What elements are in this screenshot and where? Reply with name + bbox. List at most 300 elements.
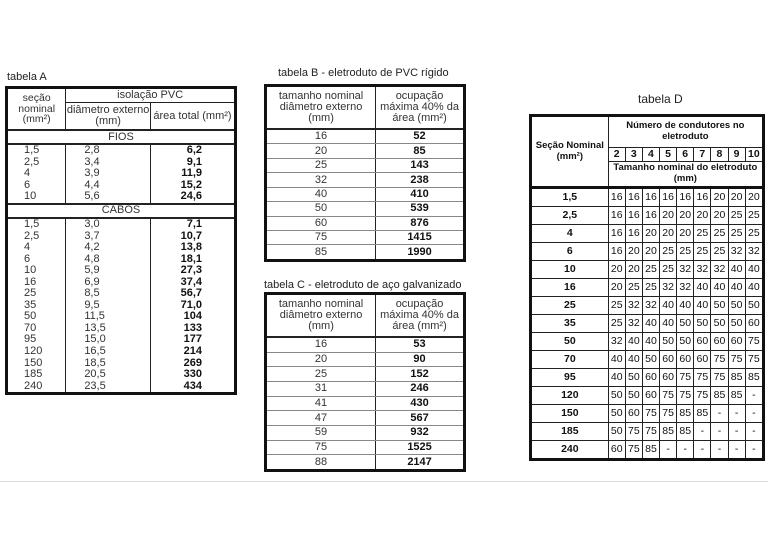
table-cell: 32 [642,297,659,315]
table-cell: - [711,441,728,460]
table-cell: - [728,423,745,441]
table-cell: 3,9 [66,168,151,180]
table-d-section-cell: 70 [531,351,609,369]
table-cell: 430 [376,396,465,411]
table-row [266,337,465,352]
table-cell: 20 [608,279,625,297]
table-cell: 75 [711,369,728,387]
table-cell: 53 [376,337,465,352]
table-cell: 20 [711,188,728,207]
table-cell: 20 [625,243,642,261]
table-cell: 25 [266,367,376,382]
table-cell: 3,7 [66,230,151,242]
table-cell: 60 [677,351,694,369]
table-cell: - [745,423,763,441]
table-cell: 18,1 [150,253,235,265]
table-cell: 25 [728,207,745,225]
table-cell: 50 [608,405,625,423]
table-row [531,351,764,369]
table-cell: 25 [677,243,694,261]
table-cell: 40 [642,315,659,333]
table-cell: 8,5 [66,288,151,300]
table-row [266,440,465,455]
table-cell: 50 [711,297,728,315]
table-row [266,411,465,426]
table-cell: 41 [266,396,376,411]
table-row [531,423,764,441]
table-cell: 10 [24,190,37,203]
table-cell: - [728,441,745,460]
table-cell: 85 [745,369,763,387]
table-cell: 32 [728,243,745,261]
table-row [531,333,764,351]
table-cell: 75 [745,333,763,351]
table-cell: 32 [625,297,642,315]
table-row [531,207,764,225]
table-cell: 75 [745,351,763,369]
table-d-section-cell: 50 [531,333,609,351]
table-cell: 32 [677,279,694,297]
table-cell: 567 [376,411,465,426]
table-cell: 60 [642,369,659,387]
table-cell: 5,9 [66,265,151,277]
table-cell: 85 [266,245,376,261]
table-row [266,367,465,382]
table-row [7,357,236,369]
table-cell: 4,2 [66,242,151,254]
table-cell: 18,5 [66,357,151,369]
table-cell: 25 [728,225,745,243]
table-cell: 40 [660,315,677,333]
table-cell: 20 [642,225,659,243]
table-a-group-header: isolação PVC [66,88,236,103]
table-cell: 60 [745,315,763,333]
table-row [266,231,465,245]
table-cell: 4,4 [66,180,151,192]
table-cell: 60 [694,351,711,369]
table-d-col-section: Seção Nominal (mm²) [531,116,609,188]
table-cell: 4,8 [66,253,151,265]
table-row [266,381,465,396]
table-cell: 2,5 [24,155,40,168]
table-cell: - [711,423,728,441]
table-cell: 20 [694,207,711,225]
table-cell: 1415 [376,231,465,245]
table-a-section-label: FIOS [7,130,236,144]
table-cell: 40 [608,351,625,369]
table-cell: 246 [376,381,465,396]
table-cell: 16 [608,188,625,207]
table-cell: 59 [266,425,376,440]
table-cell: 539 [376,202,465,216]
table-cell: - [745,387,763,405]
table-cell: 932 [376,425,465,440]
table-cell: 50 [625,369,642,387]
table-row [531,261,764,279]
table-d-count-header: 2 [608,148,625,162]
table-cell: 143 [376,158,465,172]
table-cell: 3,4 [66,157,151,169]
table-cell: 16 [266,337,376,352]
table-cell: 75 [694,387,711,405]
table-cell: 50 [642,351,659,369]
table-cell: 40 [711,279,728,297]
table-cell: 1,5 [24,218,40,230]
table-row [266,455,465,471]
table-cell: 269 [150,357,235,369]
table-cell: 40 [694,279,711,297]
table-cell: 6,9 [66,276,151,288]
table-cell: 40 [608,369,625,387]
table-cell: 25 [745,207,763,225]
table-cell: 50 [677,315,694,333]
table-cell: 31 [266,381,376,396]
table-a-section-label: CABOS [7,204,236,218]
table-cell: 6,2 [150,144,235,157]
table-cell: 5,6 [66,191,151,204]
table-cell: 32 [711,261,728,279]
table-cell: 50 [694,315,711,333]
table-cell: 85 [677,405,694,423]
table-cell: 50 [660,333,677,351]
table-cell: 75 [677,387,694,405]
table-cell: 16 [608,207,625,225]
table-cell: 75 [711,351,728,369]
table-row [266,173,465,187]
table-cell: 20 [642,243,659,261]
table-cell: 90 [376,352,465,367]
table-d-section-cell: 240 [531,441,609,460]
table-d-count-header: 9 [728,148,745,162]
table-d-caption: tabela D [638,92,683,106]
table-cell: 16 [694,188,711,207]
table-cell: 75 [660,405,677,423]
table-row [7,180,236,192]
table-cell: 25 [660,243,677,261]
table-cell: 85 [694,405,711,423]
table-cell: 40 [642,333,659,351]
table-cell: 60 [660,369,677,387]
table-cell: 25 [608,297,625,315]
table-cell: 95 [24,333,37,346]
table-row [531,315,764,333]
table-cell: 16 [625,188,642,207]
table-cell: 85 [677,423,694,441]
table-cell: 32 [625,315,642,333]
table-cell: 238 [376,173,465,187]
table-a-col-diameter: diâmetro externo (mm) [66,103,151,131]
table-cell: 32 [608,333,625,351]
table-cell: 60 [728,333,745,351]
table-cell: 75 [625,441,642,460]
table-d-count-header: 5 [660,148,677,162]
table-cell: 20 [677,207,694,225]
table-cell: 177 [150,334,235,346]
table-row [7,311,236,323]
table-cell: 16 [266,129,376,144]
table-a-caption: tabela A [7,71,47,83]
table-row [7,369,236,381]
table-cell: 40 [625,351,642,369]
table-cell: - [677,441,694,460]
table-a-section-row [7,130,236,144]
table-d-count-header: 3 [625,148,642,162]
table-d-section-cell: 25 [531,297,609,315]
table-row [7,380,236,393]
table-row [7,346,236,358]
table-cell: 20,5 [66,369,151,381]
table-cell: 11,9 [150,168,235,180]
table-c-col-size: tamanho nominal diâmetro externo (mm) [266,294,376,338]
table-cell: 75 [625,423,642,441]
table-cell: 50 [608,423,625,441]
table-row [266,396,465,411]
table-d-subheader: Tamanho nominal do eletroduto (mm) [608,162,763,188]
table-cell: 20 [266,144,376,158]
table-row [266,202,465,216]
table-cell: 32 [266,173,376,187]
table-row [7,191,236,204]
table-a-col-section: seção nominal (mm²) [7,88,66,131]
table-row [7,276,236,288]
table-cell: 25 [266,158,376,172]
table-cell: 60 [711,333,728,351]
table-cell: 20 [660,207,677,225]
table-row [7,300,236,312]
table-row [266,187,465,201]
table-cell: 52 [376,129,465,144]
table-d-section-cell: 1,5 [531,188,609,207]
table-cell: 240 [24,379,43,392]
table-cell: 75 [266,231,376,245]
table-cell: 70 [24,321,37,334]
table-cell: 20 [745,188,763,207]
table-d-group-header: Número de condutores no eletroduto [608,116,763,148]
table-cell: 6 [24,252,31,265]
table-cell: 32 [677,261,694,279]
table-cell: 32 [694,261,711,279]
table-cell: 25 [745,225,763,243]
table-cell: 2,8 [66,144,151,157]
table-cell: 50 [24,310,37,323]
table-cell: 60 [694,333,711,351]
table-cell: 7,1 [150,218,235,231]
table-cell: - [694,441,711,460]
table-cell: 330 [150,369,235,381]
table-b-caption: tabela B - eletroduto de PVC rígido [278,67,449,79]
table-cell: 35 [24,298,37,311]
table-cell: 16 [660,188,677,207]
table-cell: 75 [728,351,745,369]
table-row [531,297,764,315]
table-cell: 25 [694,225,711,243]
table-cell: 85 [711,387,728,405]
table-d-section-cell: 10 [531,261,609,279]
table-d-section-cell: 120 [531,387,609,405]
table-a-col-area: área total (mm²) [150,103,235,131]
table-cell: 4 [24,241,31,254]
table-cell: 1525 [376,440,465,455]
table-cell: 25 [642,279,659,297]
table-cell: 120 [24,345,43,358]
table-cell: 88 [266,455,376,471]
table-cell: 20 [608,261,625,279]
table-cell: 75 [694,369,711,387]
table-c-caption: tabela C - eletroduto de aço galvanizado [264,279,462,291]
table-row [266,129,465,144]
table-cell: 37,4 [150,276,235,288]
table-cell: 13,5 [66,323,151,335]
footer-divider [0,481,768,482]
table-cell: 60 [625,405,642,423]
table-cell: 40 [728,261,745,279]
table-cell: 16 [625,207,642,225]
table-cell: 434 [150,380,235,393]
table-cell: 56,7 [150,288,235,300]
table-row [7,253,236,265]
table-row [7,265,236,277]
table-a-section-row [7,204,236,218]
table-cell: 25 [625,279,642,297]
table-d-count-header: 8 [711,148,728,162]
table-cell: 75 [642,423,659,441]
table-cell: 50 [677,333,694,351]
table-d-count-header: 4 [642,148,659,162]
table-cell: 40 [745,279,763,297]
table-cell: 50 [711,315,728,333]
table-d-section-cell: 95 [531,369,609,387]
table-cell: 71,0 [150,300,235,312]
table-row [7,288,236,300]
table-cell: 85 [642,441,659,460]
table-cell: 9,1 [150,157,235,169]
table-cell: 40 [660,297,677,315]
table-d-section-cell: 150 [531,405,609,423]
table-a [5,86,237,395]
table-cell: - [728,405,745,423]
table-cell: 40 [728,279,745,297]
table-cell: 60 [266,216,376,230]
table-row [266,158,465,172]
table-row [531,188,764,207]
table-row [531,405,764,423]
table-cell: 85 [660,423,677,441]
table-cell: 50 [625,387,642,405]
table-row [7,157,236,169]
table-cell: 10,7 [150,230,235,242]
table-cell: 40 [625,333,642,351]
table-cell: 25 [642,261,659,279]
table-cell: 13,8 [150,242,235,254]
table-cell: 133 [150,323,235,335]
table-row [266,144,465,158]
table-row [266,216,465,230]
table-row [531,387,764,405]
table-row [531,243,764,261]
table-row [266,352,465,367]
table-cell: 16 [677,188,694,207]
table-cell: 23,5 [66,380,151,393]
table-cell: 150 [24,356,43,369]
table-cell: 20 [625,261,642,279]
table-cell: 10 [24,264,37,277]
table-d-count-header: 6 [677,148,694,162]
table-cell: 104 [150,311,235,323]
table-cell: 16 [608,225,625,243]
table-b [264,84,466,262]
table-b-col-occupation: ocupação máxima 40% da área (mm²) [376,86,465,130]
table-cell: 20 [728,188,745,207]
table-d-count-header: 10 [745,148,763,162]
table-cell: 25 [608,315,625,333]
table-cell: 50 [266,202,376,216]
table-d-section-cell: 6 [531,243,609,261]
table-cell: 50 [745,297,763,315]
table-cell: 20 [677,225,694,243]
table-row [7,323,236,335]
table-cell: 15,0 [66,334,151,346]
table-row [7,168,236,180]
table-cell: 47 [266,411,376,426]
table-cell: 85 [728,387,745,405]
table-d-count-header: 7 [694,148,711,162]
table-cell: - [694,423,711,441]
table-cell: 60 [642,387,659,405]
table-b-col-size: tamanho nominal diâmetro externo (mm) [266,86,376,130]
table-cell: 75 [642,405,659,423]
table-cell: - [660,441,677,460]
table-cell: 16 [608,243,625,261]
table-cell: 50 [728,297,745,315]
table-row [531,369,764,387]
table-cell: 16 [625,225,642,243]
table-cell: 11,5 [66,311,151,323]
table-cell: 2147 [376,455,465,471]
table-cell: 40 [266,187,376,201]
table-cell: 876 [376,216,465,230]
table-cell: 25 [711,243,728,261]
table-row [531,441,764,460]
table-row [531,225,764,243]
table-cell: 152 [376,367,465,382]
table-cell: 214 [150,346,235,358]
table-cell: - [745,441,763,460]
table-row [7,144,236,157]
table-cell: 16 [642,207,659,225]
table-row [531,279,764,297]
table-cell: 20 [266,352,376,367]
table-cell: 85 [376,144,465,158]
table-cell: 60 [660,351,677,369]
table-row [7,334,236,346]
table-cell: 15,2 [150,180,235,192]
table-cell: 25 [694,243,711,261]
table-cell: 32 [660,279,677,297]
table-cell: 25 [711,225,728,243]
table-cell: 40 [694,297,711,315]
table-cell: 20 [660,225,677,243]
table-row [266,245,465,261]
table-row [7,218,236,231]
table-cell: 24,6 [150,191,235,204]
table-d [529,114,765,461]
table-cell: 185 [24,368,43,381]
table-row [7,230,236,242]
table-cell: 25 [660,261,677,279]
table-d-section-cell: 16 [531,279,609,297]
table-cell: 16 [24,275,37,288]
table-cell: 2,5 [24,229,40,242]
